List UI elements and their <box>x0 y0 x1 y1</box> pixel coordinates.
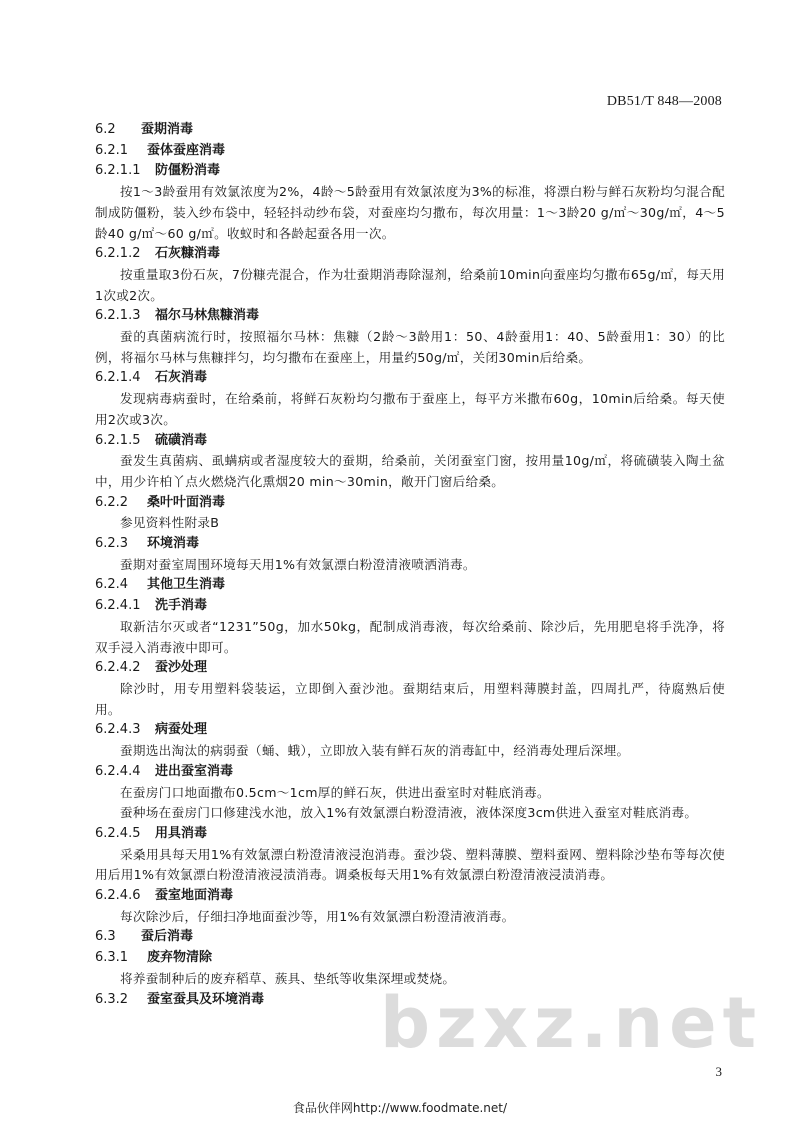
section-heading-6-2-3 <box>95 534 725 555</box>
section-number: 6.3.1 <box>95 950 129 966</box>
section-number: 6.2.4.2 <box>95 660 141 676</box>
section-title: 石灰消毒 <box>155 370 208 386</box>
section-title: 病蚕处理 <box>155 722 208 738</box>
paragraph: 采桑用具每天用1%有效氯漂白粉澄清液浸泡消毒。蚕沙袋、塑料薄膜、塑料蚕网、塑料除沙垫布等每次使用后用1%有效氯漂白粉澄清液浸渍消毒。调桑板每天用1%有效氯漂白粉澄清液浸渍消毒。 <box>95 846 725 883</box>
section-title: 蚕室蚕具及环境消毒 <box>147 991 265 1007</box>
section-heading-6-2-4 <box>95 575 725 596</box>
section-number: 6.2 <box>95 122 116 137</box>
section-number: 6.2.4 <box>95 577 129 593</box>
section-number: 6.3.2 <box>95 991 129 1007</box>
section-heading-6-2-1-2 <box>95 244 725 265</box>
section-title: 蚕期消毒 <box>141 122 194 137</box>
section-title: 蚕沙处理 <box>155 660 208 676</box>
section-title: 进出蚕室消毒 <box>155 763 234 779</box>
section-heading-6-2-1-5 <box>95 431 725 452</box>
paragraph: 蚕种场在蚕房门口修建浅水池，放入1%有效氯漂白粉澄清液，液体深度3cm供进入蚕室对鞋底消毒。 <box>120 805 698 821</box>
section-title: 蚕体蚕座消毒 <box>147 142 226 158</box>
section-heading-6-3 <box>95 927 725 948</box>
paragraph: 参见资料性附录B <box>120 515 220 531</box>
paragraph: 取新洁尔灭或者“1231”50g，加水50kg，配制成消毒液，每次给桑前、除沙后，先用肥皂将手洗净，将双手浸入消毒液中即可。 <box>95 618 725 655</box>
footer-source: 食品伙伴网http://www.foodmate.net/ <box>292 1101 508 1115</box>
section-title: 桑叶叶面消毒 <box>147 494 226 510</box>
paragraph: 蚕的真菌病流行时，按照福尔马林：焦糠（2龄～3龄用1：50、4龄蚕用1：40、5龄蚕用1：30）的比例，将福尔马林与焦糠拌匀，均匀撒布在蚕座上，用量约50g/㎡，关闭30min后给桑。 <box>95 329 725 365</box>
section-number: 6.2.1.1 <box>95 163 141 179</box>
section-number: 6.2.1.2 <box>95 246 141 262</box>
paragraph: 发现病毒病蚕时，在给桑前，将鲜石灰粉均匀撒布于蚕座上，每平方米撒布60g，10min后给桑。每天使用2次或3次。 <box>95 391 725 427</box>
paragraph: 按1～3龄蚕用有效氯浓度为2%，4龄～5龄蚕用有效氯浓度为3%的标准，将漂白粉与鲜石灰粉均匀混合配制成防僵粉，装入纱布袋中，轻轻抖动纱布袋，对蚕座均匀撒布，每次用量：1～3龄20 g/㎡～30g/㎡，4～5龄40 g/㎡～60 g/㎡。收蚁时和各龄起蚕各用一次。 <box>95 184 725 241</box>
section-heading-6-2-1 <box>95 141 725 162</box>
section-number: 6.2.3 <box>95 536 129 552</box>
standard-code: DB51/T 848—2008 <box>606 94 722 109</box>
section-heading-6-2-1-4 <box>95 368 725 389</box>
section-title: 石灰糠消毒 <box>155 246 221 262</box>
section-title: 硫磺消毒 <box>155 432 208 448</box>
section-heading-6-2-1-3 <box>95 306 725 327</box>
section-title: 废弃物清除 <box>147 950 213 966</box>
section-heading-6-3-1 <box>95 948 725 969</box>
section-heading-6-2-4-4 <box>95 762 725 783</box>
section-title: 洗手消毒 <box>155 598 208 614</box>
section-number: 6.2.1.4 <box>95 370 141 386</box>
section-heading-6-2-4-6 <box>95 886 725 907</box>
section-number: 6.2.4.6 <box>95 888 141 904</box>
section-number: 6.2.1.5 <box>95 432 141 448</box>
paragraph: 在蚕房门口地面撒布0.5cm～1cm厚的鲜石灰，供进出蚕室时对鞋底消毒。 <box>120 784 550 800</box>
paragraph: 每次除沙后，仔细扫净地面蚕沙等，用1%有效氯漂白粉澄清液消毒。 <box>120 908 515 924</box>
section-heading-6-2-4-3 <box>95 720 725 741</box>
section-title: 蚕后消毒 <box>141 929 194 945</box>
section-number: 6.2.4.1 <box>95 598 141 614</box>
paragraph: 按重量取3份石灰，7份糠壳混合，作为壮蚕期消毒除湿剂，给桑前10min向蚕座均匀撒布65g/㎡，每天用1次或2次。 <box>95 266 725 303</box>
paragraph: 将养蚕制种后的废弃稻草、蔟具、垫纸等收集深埋或焚烧。 <box>120 970 456 986</box>
section-heading-6-2-4-5 <box>95 824 725 845</box>
paragraph: 蚕期对蚕室周围环境每天用1%有效氯漂白粉澄清液喷洒消毒。 <box>120 556 476 572</box>
page-number: 3 <box>715 1064 722 1079</box>
section-heading-6-2-2 <box>95 493 725 514</box>
section-title: 福尔马林焦糠消毒 <box>155 308 260 324</box>
section-number: 6.2.4.4 <box>95 763 141 779</box>
section-title: 用具消毒 <box>155 825 208 841</box>
section-number: 6.3 <box>95 929 116 945</box>
section-number: 6.2.4.5 <box>95 825 141 841</box>
section-heading-6-2-4-2 <box>95 658 725 679</box>
watermark: bzxz.net <box>380 982 763 1064</box>
section-title: 其他卫生消毒 <box>147 577 226 593</box>
paragraph: 蚕期选出淘汰的病弱蚕（蛹、蛾），立即放入装有鲜石灰的消毒缸中，经消毒处理后深埋。 <box>120 743 630 759</box>
document-body <box>95 120 725 1010</box>
section-title: 防僵粉消毒 <box>155 163 221 179</box>
section-heading-6-2-1-1 <box>95 161 725 182</box>
section-number: 6.2.1.3 <box>95 308 141 324</box>
paragraph: 除沙时，用专用塑料袋装运，立即倒入蚕沙池。蚕期结束后，用塑料薄膜封盖，四周扎严，待腐熟后使用。 <box>95 680 725 717</box>
section-title: 蚕室地面消毒 <box>155 888 234 904</box>
section-title: 环境消毒 <box>147 536 200 552</box>
section-number: 6.2.4.3 <box>95 722 141 738</box>
section-number: 6.2.1 <box>95 142 129 158</box>
section-heading-6-2 <box>95 120 725 141</box>
section-number: 6.2.2 <box>95 494 129 510</box>
section-heading-6-2-4-1 <box>95 596 725 617</box>
paragraph: 蚕发生真菌病、虱螨病或者湿度较大的蚕期，给桑前，关闭蚕室门窗，按用量10g/㎡，将硫磺装入陶土盆中，用少许柏丫点火燃烧汽化熏烟20 min～30min，敞开门窗后给桑。 <box>95 453 725 489</box>
